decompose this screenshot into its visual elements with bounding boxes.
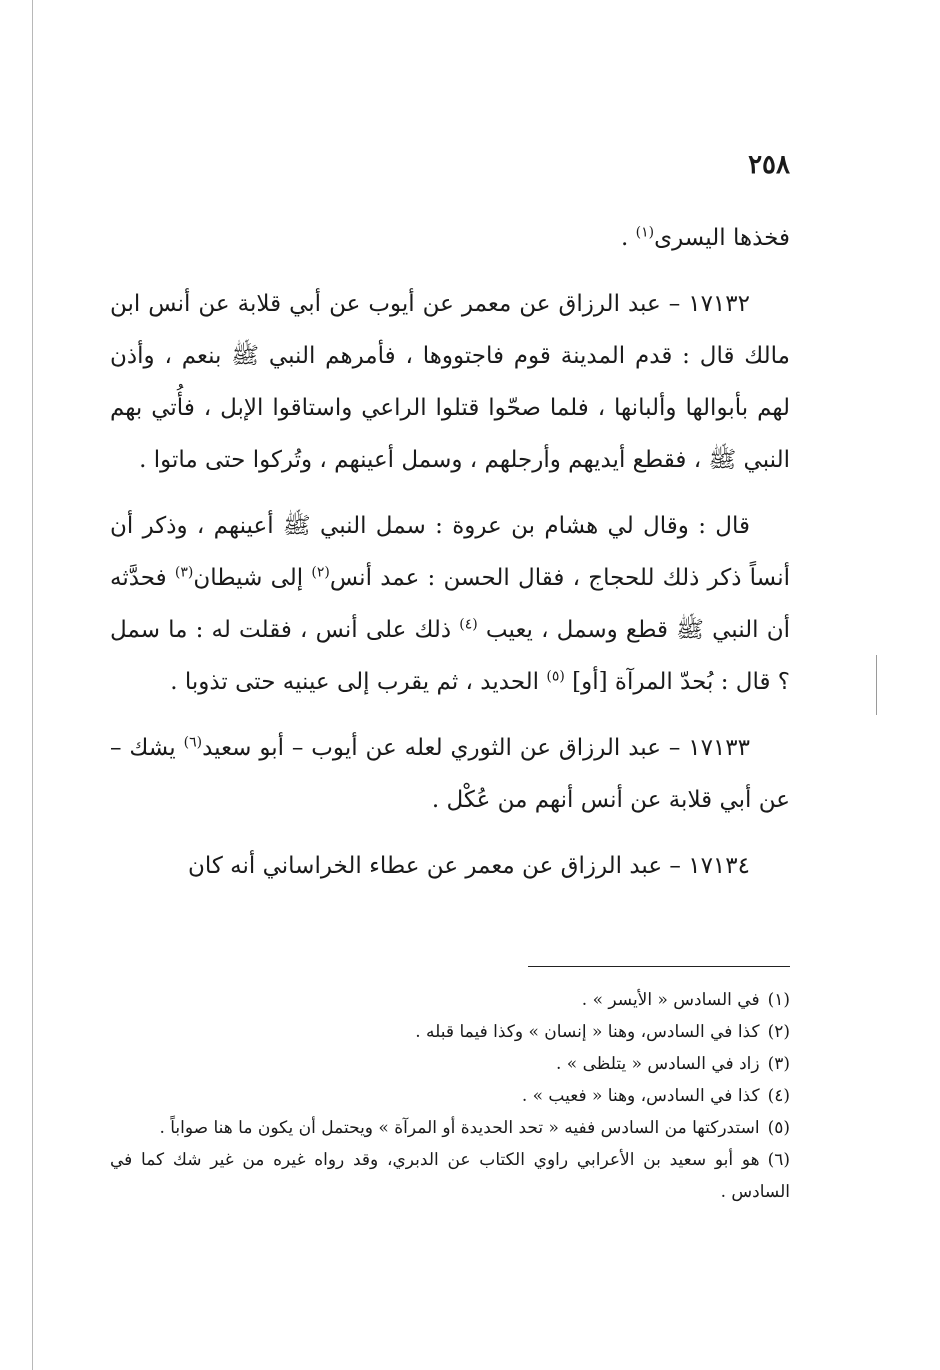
- footnote-4: (٤)كذا في السادس، وهنا « فعيب » .: [521, 1086, 790, 1106]
- footnote-6: (٦)هو أبو سعيد بن الأعرابي راوي الكتاب عن الدبري، وقد رواه غيره من غير شك كما في السادس .: [110, 1150, 790, 1202]
- footnote-ref[interactable]: (٥): [546, 668, 565, 685]
- footnote-ref[interactable]: (٢): [311, 564, 330, 581]
- footnote-divider: [528, 966, 790, 967]
- footnote-ref[interactable]: (١): [635, 224, 655, 241]
- hadith-17132-comment: قال : وقال لي هشام بن عروة : سمل النبي ﷺ أعينهم ، وذكر أن أنساً ذكر ذلك للحجاج ، فقال الحسن : عمد أنس$^{(٢)}$ إلى شيطان$^{(٣)}$ فحدَّثه أن النبي ﷺ قطع وسمل ، يعيب $^{(٤)}$ ذلك على أنس ، فقلت له : ما سمل ؟ قال : بُحدّ المرآة [أو] $^{(٥)}$ الحديد ، ثم يقرب إلى عينيه حتى تذوبا .: [110, 513, 790, 695]
- footnote-ref[interactable]: (٦): [183, 734, 203, 751]
- footnote-ref[interactable]: (٤): [459, 616, 478, 633]
- hadith-17133: ١٧١٣٣ – عبد الرزاق عن الثوري لعله عن أيوب – أبو سعيد$^{(٦)}$ يشك – عن أبي قلابة عن أنس أنهم من عُكْل .: [110, 734, 790, 813]
- page-binding-line: [32, 0, 33, 1370]
- footnote-2: (٢)كذا في السادس، وهنا « إنسان » وكذا فيما قبله .: [415, 1022, 790, 1042]
- footnote-1: (١)في السادس « الأيسر » .: [581, 990, 790, 1010]
- footnote-3: (٣)زاد في السادس « يتلظى » .: [555, 1054, 790, 1074]
- margin-mark: [876, 655, 877, 715]
- main-text: [110, 212, 790, 906]
- hadith-17134: ١٧١٣٤ – عبد الرزاق عن معمر عن عطاء الخراساني أنه كان: [188, 853, 750, 879]
- footnote-5: (٥)استدركتها من السادس ففيه « تحد الحديدة أو المرآة » ويحتمل أن يكون ما هنا صواباً .: [159, 1118, 790, 1138]
- hadith-17132: ١٧١٣٢ – عبد الرزاق عن معمر عن أيوب عن أبي قلابة عن أنس ابن مالك قال : قدم المدينة قوم فاجتووها ، فأمرهم النبي ﷺ بنعم ، وأذن لهم بأبوالها وألبانها ، فلما صحّوا قتلوا الراعي واستاقوا الإبل ، فأُتي بهم النبي ﷺ ، فقطع أيديهم وأرجلهم ، وسمل أعينهم ، وتُركوا حتى ماتوا .: [110, 291, 790, 473]
- footnote-ref[interactable]: (٣): [174, 564, 194, 581]
- paragraph-continuation: فخذها اليسرى$^{(١)}$ .: [620, 224, 790, 251]
- footnotes-list: [110, 984, 790, 1208]
- page-number: ٢٥٨: [748, 150, 790, 180]
